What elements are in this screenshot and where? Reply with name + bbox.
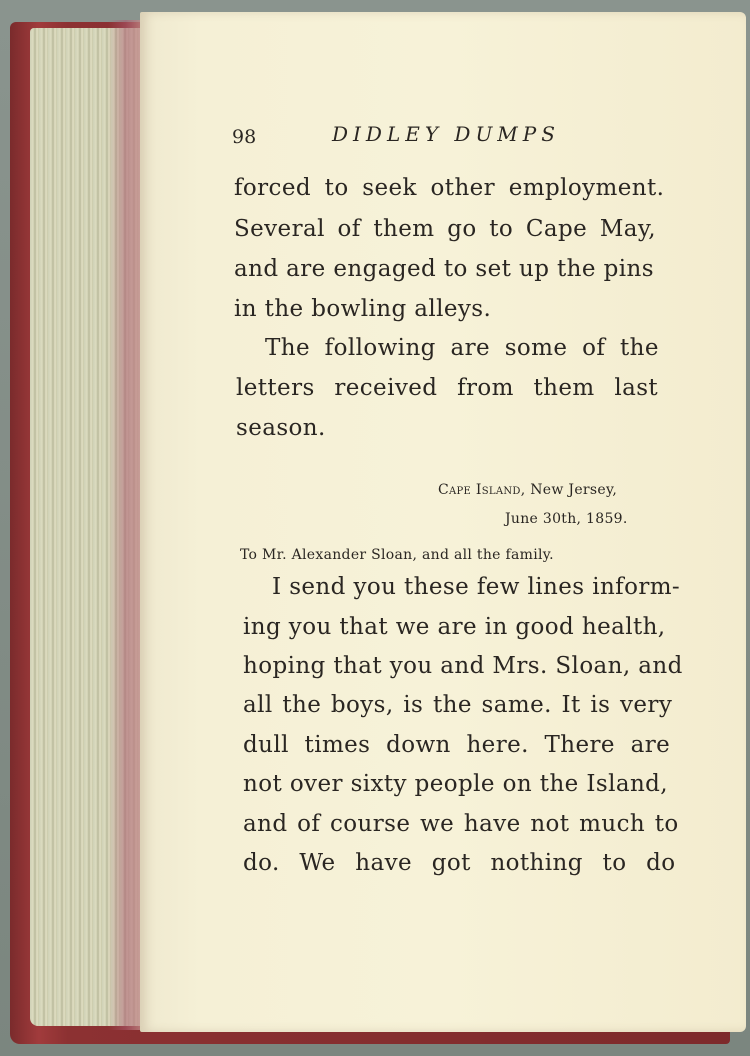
book-page xyxy=(140,12,746,1032)
letter-salutation: To Mr. Alexander Sloan, and all the family. xyxy=(240,547,554,563)
body-line: in the bowling alleys. xyxy=(234,296,492,322)
body-line: and are engaged to set up the pins xyxy=(234,256,654,282)
body-line: The following are some of the xyxy=(265,335,659,361)
letter-place: Cape Island, New Jersey, xyxy=(438,482,618,498)
body-line: I send you these few lines inform- xyxy=(272,574,681,600)
page-number: 98 xyxy=(232,126,257,148)
body-line: letters received from them last xyxy=(236,375,659,401)
body-line: do. We have got nothing to do xyxy=(243,850,676,876)
body-line: ing you that we are in good health, xyxy=(243,614,666,640)
body-line: hoping that you and Mrs. Sloan, and xyxy=(243,653,683,679)
body-line: Several of them go to Cape May, xyxy=(234,216,656,242)
letter-date: June 30th, 1859. xyxy=(505,511,628,527)
running-title: DIDLEY DUMPS xyxy=(332,122,560,146)
body-line: all the boys, is the same. It is very xyxy=(243,692,673,718)
body-line: not over sixty people on the Island, xyxy=(243,771,668,797)
body-line: dull times down here. There are xyxy=(243,732,671,758)
body-line: forced to seek other employment. xyxy=(234,175,665,201)
body-line: season. xyxy=(236,415,326,441)
body-line: and of course we have not much to xyxy=(243,811,679,837)
